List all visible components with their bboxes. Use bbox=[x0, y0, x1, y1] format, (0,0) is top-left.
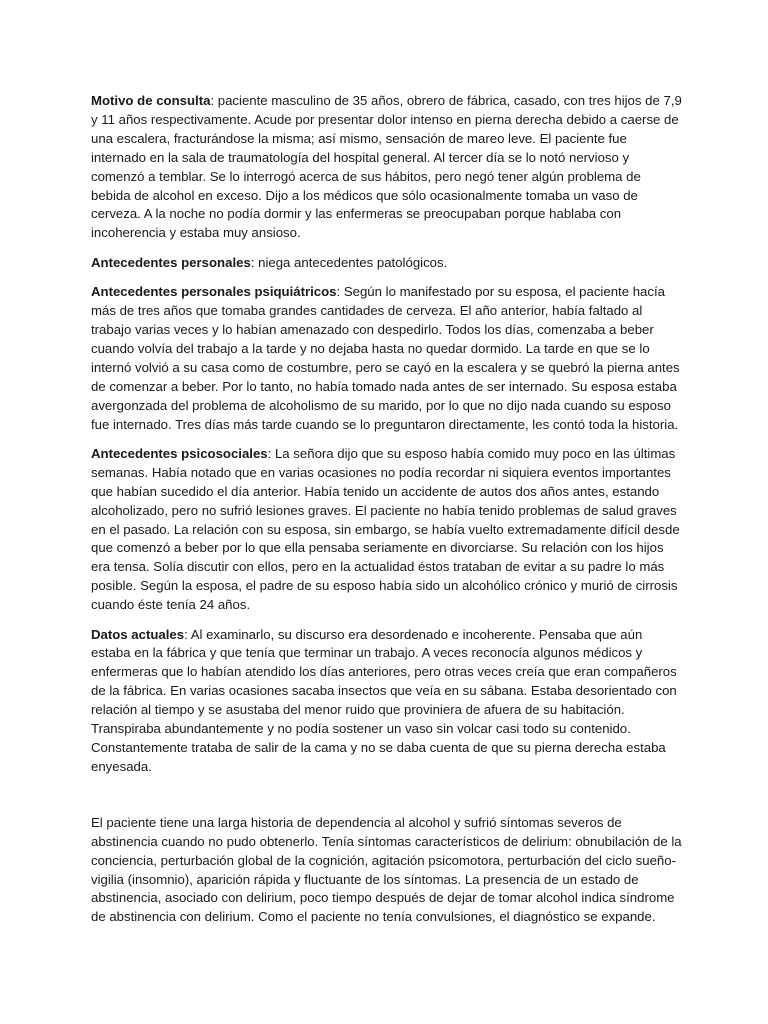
section-text: : paciente masculino de 35 años, obrero de fábrica, casado, con tres hijos de 7,9 y 11 años respectivamente. Acude por presentar dolor intenso en pierna derecha debido a caerse de una escalera, fracturándose la misma; así mismo, sensación de mareo leve. El paciente fue internado en la sala de traumatología del hospital general. Al tercer día se lo notó nervioso y comenzó a temblar. Se lo interrogó acerca de sus hábitos, pero negó tener algún problema de bebida de alcohol en exceso. Dijo a los médicos que sólo ocasionalmente tomaba un vaso de cerveza. A la noche no podía dormir y las enfermeras se preocupaban porque hablaba con incoherencia y estaba muy ansioso. bbox=[91, 93, 682, 241]
section-label: Antecedentes personales psiquiátricos bbox=[91, 284, 337, 300]
section-motivo-de-consulta bbox=[91, 92, 682, 243]
section-label: Antecedentes personales bbox=[91, 254, 251, 270]
section-text: : niega antecedentes patológicos. bbox=[250, 254, 448, 270]
section-text: : La señora dijo que su esposo había comido muy poco en las últimas semanas. Había notado que en varias ocasiones no podía recordar ni siquiera eventos importantes que habían sucedido el día anterior. Había tenido un accidente de autos dos años antes, estando alcoholizado, pero no sufrió lesiones graves. El paciente no había tenido problemas de salud graves en el pasado. La relación con su esposa, sin embargo, se había vuelto extremadamente difícil desde que comenzó a beber por lo que ella pensaba seriamente en divorciarse. Su relación con los hijos era tensa. Solía discutir con ellos, pero en la actualidad éstos trataban de evitar a su padre lo más posible. Según la esposa, el padre de su esposo había sido un alcohólico crónico y murió de cirrosis cuando éste tenía 24 años. bbox=[91, 445, 680, 613]
section-antecedentes-personales bbox=[91, 254, 682, 273]
section-label: Antecedentes psicosociales bbox=[91, 445, 268, 461]
section-datos-actuales bbox=[91, 626, 682, 777]
conclusion-paragraph: El paciente tiene una larga historia de dependencia al alcohol y sufrió síntomas severos de abstinencia cuando no pudo obtenerlo. Tenía síntomas característicos de delirium: obnubilación de la conciencia, perturbación global de la cognición, agitación psicomotora, perturbación del ciclo sueño-vigilia (insomnio), aparición rápida y fluctuante de los síntomas. La presencia de un estado de abstinencia, asociado con delirium, poco tiempo después de dejar de tomar alcohol indica síndrome de abstinencia con delirium. Como el paciente no tenía convulsiones, el diagnóstico se expande. bbox=[91, 814, 682, 925]
section-antecedentes-psiquiatricos bbox=[91, 283, 682, 434]
document-body bbox=[91, 92, 682, 938]
section-label: Datos actuales bbox=[91, 626, 185, 642]
section-text: : Al examinarlo, su discurso era desordenado e incoherente. Pensaba que aún estaba en la fábrica y que tenía que terminar un trabajo. A veces reconocía algunos médicos y enfermeras que lo habían atendido los días anteriores, pero otras veces creía que eran compañeros de la fábrica. En varias ocasiones sacaba insectos que veía en su sábana. Estaba desorientado con relación al tiempo y se asustaba del menor ruido que proviniera de afuera de su habitación. Transpiraba abundantemente y no podía sostener un vaso sin volcar casi todo su contenido. Constantemente trataba de salir de la cama y no se daba cuenta de que su pierna derecha estaba enyesada. bbox=[91, 626, 677, 774]
section-text: : Según lo manifestado por su esposa, el paciente hacía más de tres años que tomaba grandes cantidades de cerveza. El año anterior, había faltado al trabajo varias veces y lo habían amenazado con despedirlo. Todos los días, comenzaba a beber cuando volvía del trabajo a la tarde y no dejaba hasta no quedar dormido. La tarde en que se lo internó volvió a su casa como de costumbre, pero se cayó en la escalera y se quebró la pierna antes de comenzar a beber. Por lo tanto, no había tomado nada antes de ser internado. Su esposa estaba avergonzada del problema de alcoholismo de su marido, por lo que no dijo nada cuando su esposo fue internado. Tres días más tarde cuando se lo preguntaron directamente, les contó toda la historia. bbox=[91, 284, 680, 432]
section-label: Motivo de consulta bbox=[91, 93, 211, 108]
section-antecedentes-psicosociales bbox=[91, 445, 682, 615]
